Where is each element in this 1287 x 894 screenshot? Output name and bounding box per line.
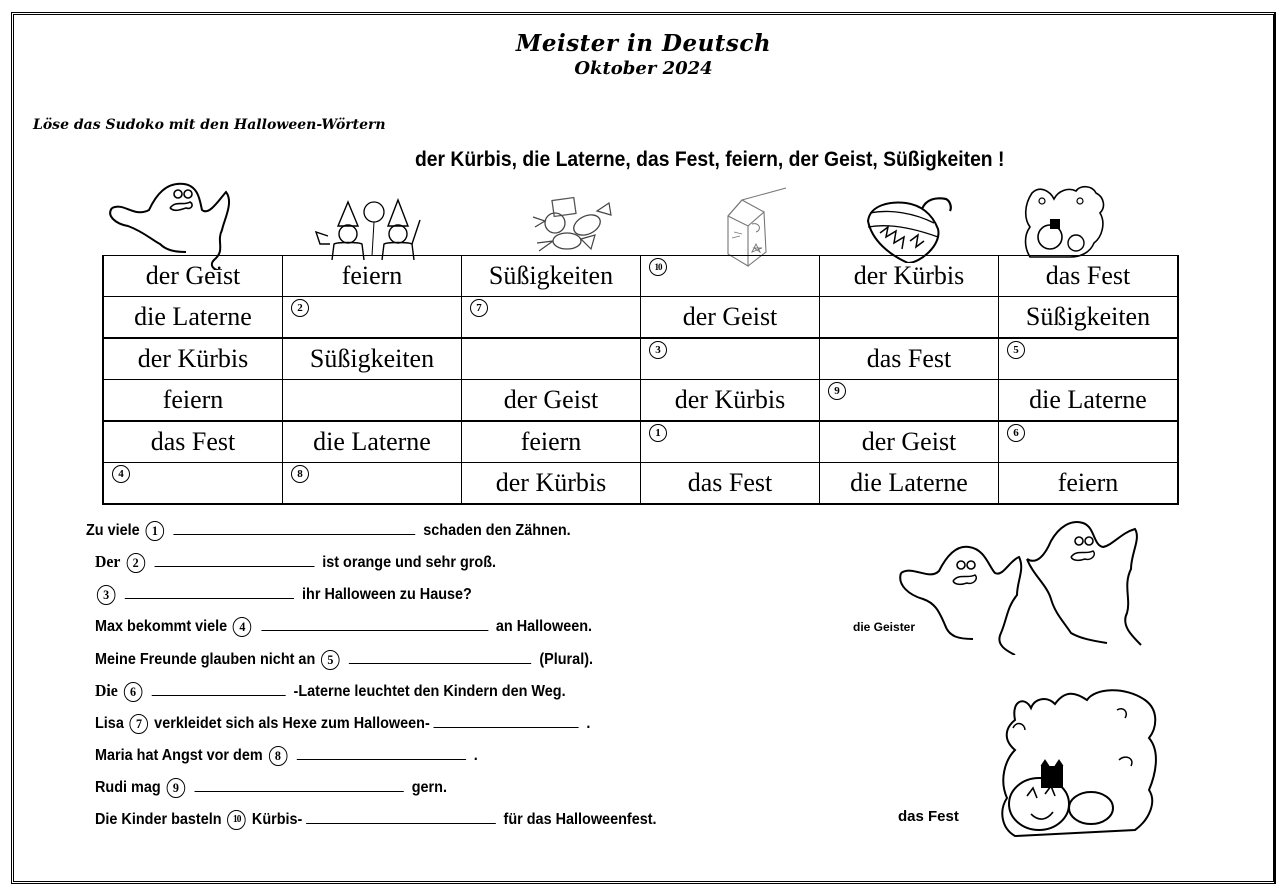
sudoku-cell (820, 463, 999, 505)
sentence-number-badge: 8 (269, 746, 288, 766)
sudoku-cell (999, 380, 1179, 422)
sudoku-cell[interactable] (283, 463, 462, 505)
cell-number-badge: 9 (828, 382, 846, 400)
cell-word: das Fest (866, 344, 952, 373)
sentence-start: Der (95, 552, 121, 571)
sentence-number-badge: 10 (227, 810, 246, 830)
cell-word: feiern (1057, 468, 1119, 497)
cell-word: das Fest (687, 468, 773, 497)
sudoku-cell (820, 297, 999, 339)
answer-blank[interactable] (155, 552, 315, 567)
word-list: der Kürbis, die Laterne, das Fest, feiern, der Geist, Süßigkeiten ! (415, 148, 1005, 171)
halloween-party-icon (1020, 183, 1110, 261)
fill-in-sentence (95, 616, 592, 637)
fill-in-sentence (95, 745, 478, 766)
halloween-party-picture (995, 680, 1165, 840)
answer-blank[interactable] (125, 584, 294, 599)
sentence-middle: Kürbis- (251, 811, 303, 828)
sudoku-row (103, 297, 1178, 339)
sudoku-cell[interactable] (103, 463, 283, 505)
cell-number-badge: 7 (470, 299, 488, 317)
candies-icon (525, 195, 620, 255)
sudoku-cell (283, 421, 462, 463)
sentence-number-badge: 5 (321, 650, 340, 670)
worksheet-subtitle: Oktober 2024 (574, 58, 713, 79)
sentence-start: Die (95, 681, 118, 700)
sudoku-cell (641, 380, 820, 422)
cell-word: der Geist (145, 261, 241, 290)
sudoku-cell[interactable] (462, 297, 641, 339)
fill-in-sentence (95, 552, 496, 573)
instruction-text: Löse das Sudoko mit den Halloween-Wörtern (33, 117, 386, 133)
cell-word: die Laterne (1029, 385, 1147, 414)
fill-in-sentence (95, 713, 590, 734)
sentence-end: (Plural). (539, 651, 594, 668)
cell-number-badge: 3 (649, 341, 667, 359)
fill-in-sentence (95, 681, 566, 702)
sentence-number-badge: 2 (126, 553, 145, 573)
cell-word: feiern (520, 427, 582, 456)
answer-blank[interactable] (297, 745, 466, 760)
fill-in-sentence (95, 584, 472, 605)
sudoku-cell (283, 380, 462, 422)
cell-word: der Kürbis (853, 261, 965, 290)
sentence-middle: verkleidet sich als Hexe zum Halloween- (154, 715, 430, 732)
cell-word: Süßigkeiten (488, 261, 614, 290)
sudoku-cell (641, 463, 820, 505)
sudoku-cell (283, 256, 462, 297)
answer-blank[interactable] (349, 649, 531, 664)
cell-number-badge: 1 (649, 424, 667, 442)
sudoku-cell[interactable] (641, 421, 820, 463)
cell-word: der Geist (861, 427, 957, 456)
cell-word: der Kürbis (674, 385, 786, 414)
fill-in-sentence (86, 520, 571, 541)
sudoku-grid (102, 255, 1179, 505)
answer-blank[interactable] (261, 616, 488, 631)
cell-word: Süßigkeiten (309, 344, 435, 373)
sentence-start: Meine Freunde glauben nicht an (95, 651, 316, 668)
sudoku-cell (999, 297, 1179, 339)
cell-number-badge: 5 (1007, 341, 1025, 359)
sentence-end: . (473, 747, 478, 764)
sudoku-cell (103, 380, 283, 422)
answer-blank[interactable] (195, 777, 404, 792)
sentence-number-badge: 1 (146, 521, 165, 541)
sentence-end: schaden den Zähnen. (423, 522, 571, 539)
cell-word: der Geist (503, 385, 599, 414)
sudoku-cell (103, 338, 283, 380)
party-children-icon (308, 196, 428, 260)
sentence-number-badge: 7 (130, 714, 149, 734)
cell-word: Süßigkeiten (1025, 302, 1151, 331)
sudoku-cell (462, 338, 641, 380)
sudoku-cell (103, 421, 283, 463)
sudoku-row (103, 256, 1178, 297)
sentence-end: . (586, 715, 591, 732)
cell-number-badge: 4 (112, 465, 130, 483)
sudoku-cell (641, 297, 820, 339)
cell-word: das Fest (150, 427, 236, 456)
sudoku-cell (999, 256, 1179, 297)
sudoku-row (103, 463, 1178, 505)
sentence-end: an Halloween. (495, 618, 593, 635)
sudoku-cell (820, 256, 999, 297)
sentence-start: Rudi mag (95, 779, 161, 796)
ghosts-caption: die Geister (853, 620, 916, 634)
sudoku-row (103, 338, 1178, 380)
worksheet-title: Meister in Deutsch (515, 30, 772, 57)
sentence-start: Max bekommt viele (95, 618, 228, 635)
cell-word: der Geist (682, 302, 778, 331)
sudoku-cell (103, 297, 283, 339)
cell-word: die Laterne (313, 427, 431, 456)
fill-in-sentence (95, 649, 593, 670)
sudoku-cell (462, 380, 641, 422)
cell-word: die Laterne (850, 468, 968, 497)
sudoku-cell[interactable] (641, 256, 820, 297)
sudoku-cell (820, 421, 999, 463)
pumpkin-icon (860, 193, 960, 263)
answer-blank[interactable] (434, 713, 579, 728)
fill-in-sentence (95, 777, 447, 798)
cell-number-badge: 2 (291, 299, 309, 317)
sentence-number-badge: 4 (233, 617, 252, 637)
sentence-end: ihr Halloween zu Hause? (302, 586, 472, 603)
sentence-end: gern. (411, 779, 447, 796)
sentence-number-badge: 9 (167, 778, 186, 798)
cell-word: der Kürbis (495, 468, 607, 497)
sudoku-cell[interactable] (820, 380, 999, 422)
sentence-number-badge: 3 (97, 585, 116, 605)
cell-number-badge: 6 (1007, 424, 1025, 442)
sudoku-row (103, 421, 1178, 463)
sudoku-cell (999, 463, 1179, 505)
sudoku-cell (283, 338, 462, 380)
answer-blank[interactable] (152, 681, 286, 696)
sudoku-cell (103, 256, 283, 297)
sentence-end: ist orange und sehr groß. (322, 554, 497, 571)
sudoku-cell (462, 256, 641, 297)
sudoku-cell[interactable] (283, 297, 462, 339)
cell-number-badge: 8 (291, 465, 309, 483)
cell-word: die Laterne (134, 302, 252, 331)
cell-word: das Fest (1045, 261, 1131, 290)
sentence-start: Lisa (95, 715, 124, 732)
answer-blank[interactable] (174, 520, 416, 535)
sentence-end: -Laterne leuchtet den Kindern den Weg. (293, 683, 566, 700)
ghosts-icon (895, 515, 1145, 655)
answer-blank[interactable] (306, 809, 496, 824)
fill-in-sentence (95, 809, 657, 830)
sentence-start: Die Kinder basteln (95, 811, 222, 828)
sentence-number-badge: 6 (124, 682, 143, 702)
party-caption: das Fest (898, 808, 959, 825)
sudoku-cell[interactable] (641, 338, 820, 380)
cell-number-badge: 10 (649, 258, 667, 276)
cell-word: feiern (162, 385, 224, 414)
sentence-start: Maria hat Angst vor dem (95, 747, 263, 764)
cell-word: feiern (341, 261, 403, 290)
sudoku-row (103, 380, 1178, 422)
sentence-start: Zu viele (86, 522, 140, 539)
cell-word: der Kürbis (137, 344, 249, 373)
sudoku-cell[interactable] (999, 421, 1179, 463)
sudoku-cell (462, 463, 641, 505)
sudoku-cell (462, 421, 641, 463)
sudoku-cell[interactable] (999, 338, 1179, 380)
sentence-end: für das Halloweenfest. (503, 811, 657, 828)
sudoku-cell (820, 338, 999, 380)
